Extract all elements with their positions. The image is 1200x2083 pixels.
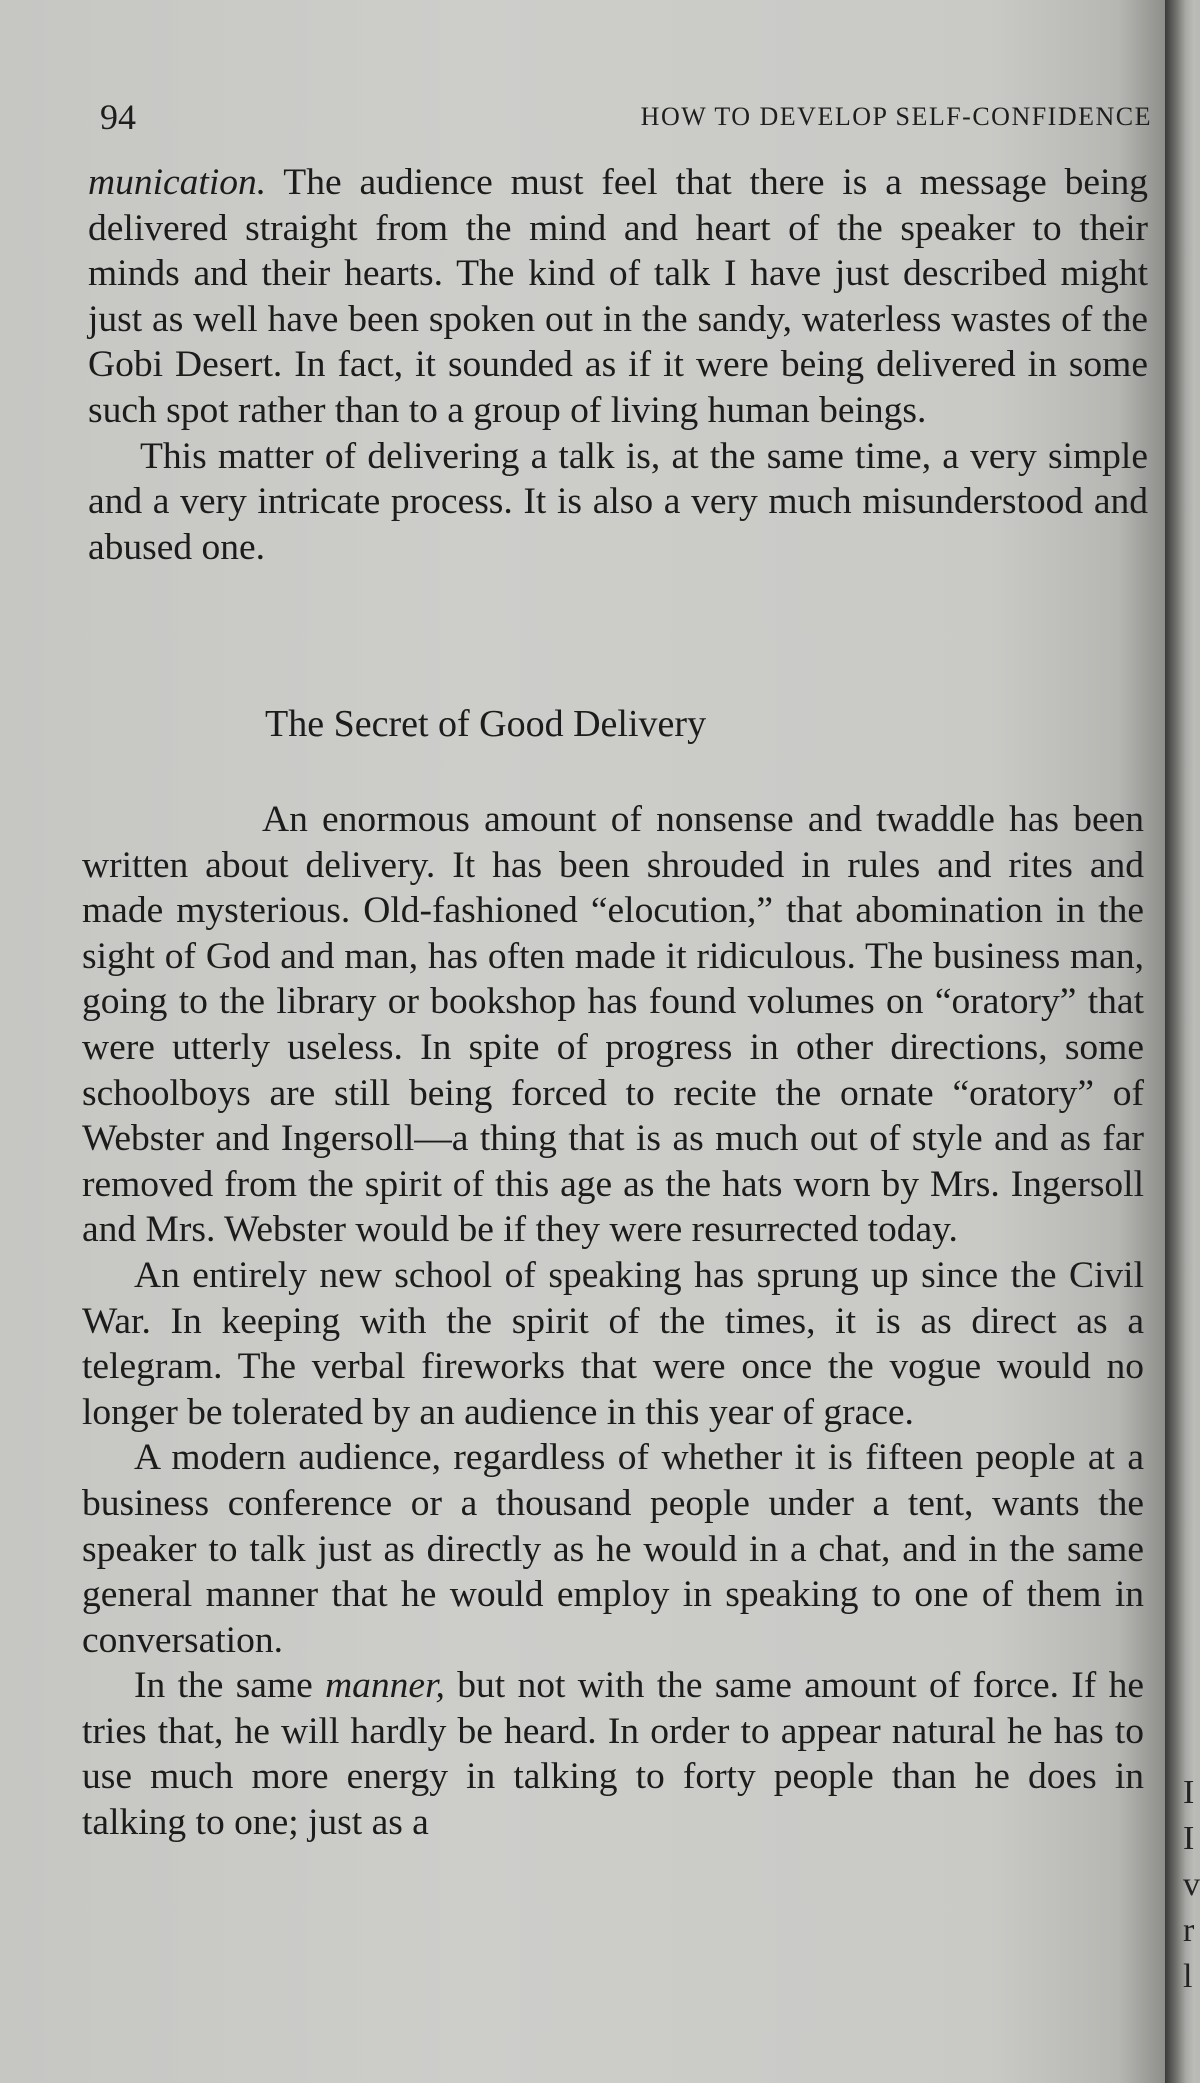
text-block-before-heading [88, 160, 1148, 570]
edge-letter: r [1183, 1912, 1195, 1949]
page-number: 94 [100, 97, 136, 137]
paragraph: A modern audience, regardless of whether it is fifteen people at a business conference or a thousand people under a tent, wants the speaker to talk just as directly as he would in a chat, and in the same general manner that he would employ in speaking to one of them in conversation. [82, 1437, 1144, 1661]
running-head: HOW TO DEVELOP SELF-CONFIDENCE [640, 102, 1152, 131]
text-block-after-heading [82, 797, 1144, 1846]
paragraph: This matter of delivering a talk is, at the same time, a very simple and a very intricate process. It is also a very much misunderstood and abused one. [88, 435, 1148, 568]
paragraph [88, 160, 1148, 434]
paragraph [82, 1663, 1144, 1845]
italic-lead: munication. [88, 162, 267, 203]
paragraph-text: but not with the same amount of force. If he tries that, he will hardly be heard. In order to appear natural he has to use much more energy in talking to forty people than he does in talking to one; just as a [82, 1665, 1144, 1844]
italic-word: manner, [325, 1665, 445, 1707]
edge-letter: I [1183, 1774, 1195, 1811]
paragraph-text: The audience must feel that there is a message being delivered straight from the mind and heart of the speaker to their minds and their hearts. The kind of talk I have just described might just as well have been spoken out in the sandy, waterless wastes of the Gobi Desert. In fact, it sounded as if it were being delivered in some such spot rather than to a group of living human beings. [88, 162, 1148, 431]
facing-page-edge [1183, 1770, 1200, 2000]
page-header [100, 96, 1152, 146]
paragraph: An enormous amount of nonsense and twaddle has been written about delivery. It has been shrouded in rules and rites and made mysterious. Old-fashioned “elocution,” that abomination in the sight of God and man, has often made it ridiculous. The business man, going to the library or bookshop has found volumes on “oratory” that were utterly useless. In spite of progress in other directions, some schoolboys are still being forced to recite the ornate “oratory” of Webster and Ingersoll—a thing that is as much out of style and as far removed from the spirit of this age as the hats worn by Mrs. Ingersoll and Mrs. Webster would be if they were resurrected today. [82, 799, 1144, 1251]
section-heading: The Secret of Good Delivery [265, 703, 707, 745]
edge-letter: v [1183, 1866, 1200, 1903]
paragraph-lead: In the same [134, 1665, 326, 1707]
paragraph: An entirely new school of speaking has sprung up since the Civil War. In keeping with the spirit of the times, it is as direct as a telegram. The verbal fireworks that were once the vogue would no longer be tolerated by an audience in this year of grace. [82, 1254, 1144, 1433]
edge-letter: I [1183, 1820, 1195, 1857]
edge-letter: l [1183, 1958, 1193, 1995]
